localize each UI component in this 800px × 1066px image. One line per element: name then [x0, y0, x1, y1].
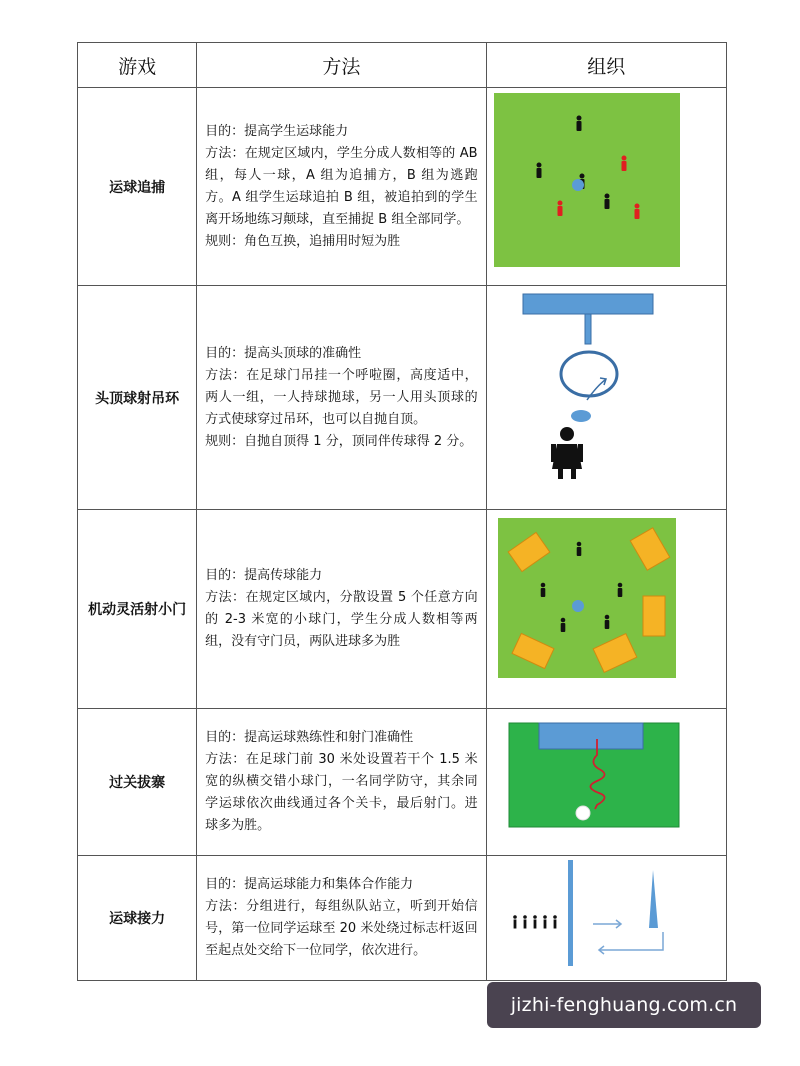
ball-icon: [572, 600, 584, 612]
method-line: 方法：分组进行，每组纵队站立，听到开始信号，第一位同学运球至 20 米处绕过标志杆返回至起点处交给下一位同学，依次进行。: [205, 899, 478, 958]
method-text: [197, 709, 486, 856]
header-method: 方法: [197, 43, 486, 88]
relay-illustration: [487, 856, 727, 981]
method-line: 目的：提高学生运球能力: [205, 123, 349, 139]
table-row: [78, 286, 727, 510]
method-text: [197, 510, 486, 709]
field-chase-illustration: [487, 88, 727, 286]
method-line: 规则：角色互换，追捕用时短为胜: [205, 233, 401, 249]
method-line: 目的：提高运球能力和集体合作能力: [205, 877, 414, 892]
game-name: 过关拔寨: [78, 709, 197, 856]
hoop-icon: [561, 352, 617, 396]
method-line: 方法：在规定区域内，分散设置 5 个任意方向的 2-3 米宽的小球门，学生分成人数相等两组，没有守门员，两队进球多为胜: [205, 590, 478, 649]
game-name: 运球接力: [78, 856, 197, 981]
marker-pole-icon: [649, 870, 658, 928]
table-row: [78, 709, 727, 856]
goal-box: [539, 723, 643, 749]
dribble-goal-illustration: [487, 709, 727, 856]
hanging-rope: [585, 314, 591, 344]
diagram-hanging-hoop: [486, 286, 726, 510]
watermark: jizhi-fenghuang.com.cn: [487, 982, 761, 1028]
header-game: 游戏: [78, 43, 197, 88]
table-row: [78, 510, 727, 709]
game-name: 运球追捕: [78, 88, 197, 286]
player-line-icon: [513, 915, 557, 928]
start-line: [568, 860, 573, 966]
ball-icon: [576, 806, 590, 820]
method-line: 规则：自抛自顶得 1 分，顶同伴传球得 2 分。: [205, 433, 473, 449]
method-line: 目的：提高头顶球的准确性: [205, 345, 362, 361]
field: [494, 93, 680, 267]
diagram-field-chase: [486, 88, 726, 286]
game-name: 头顶球射吊环: [78, 286, 197, 510]
ball-icon: [572, 179, 584, 191]
method-line: 方法：在足球门吊挂一个呼啦圈，高度适中，两人一组，一人持球抛球，另一人用头顶球的方式使球穿过吊环，也可以自抛自顶。: [205, 367, 478, 427]
method-line: 方法：在规定区域内，学生分成人数相等的 AB 组，每人一球，A 组为追捕方，B 组为逃跑方。A 组学生运球追拍 B 组，被追拍到的学生离开场地练习颠球，直至捕捉 B 组全部同学。: [205, 145, 478, 227]
diagram-dribble-goal: [486, 709, 726, 856]
method-text: [197, 88, 486, 286]
hanging-hoop-illustration: [487, 286, 727, 510]
game-name: 机动灵活射小门: [78, 510, 197, 709]
diagram-small-goals: [486, 510, 726, 709]
header-organization: 组织: [486, 43, 726, 88]
person-icon: [551, 427, 583, 479]
method-line: 方法：在足球门前 30 米处设置若干个 1.5 米宽的纵横交错小球门，一名同学防守，其余同学运球依次曲线通过各个关卡，最后射门。进球多为胜。: [205, 752, 478, 833]
diagram-relay: [486, 856, 726, 981]
games-table: [77, 42, 727, 981]
table-header-row: [78, 43, 727, 88]
small-goals-illustration: [487, 510, 727, 709]
table-row: [78, 88, 727, 286]
goal-crossbar: [523, 294, 653, 314]
ball-icon: [571, 410, 591, 422]
table-row: [78, 856, 727, 981]
method-text: [197, 856, 486, 981]
method-line: 目的：提高传球能力: [205, 568, 323, 583]
method-line: 目的：提高运球熟练性和射门准确性: [205, 730, 414, 745]
arrow-icon: [587, 380, 605, 400]
method-text: [197, 286, 486, 510]
